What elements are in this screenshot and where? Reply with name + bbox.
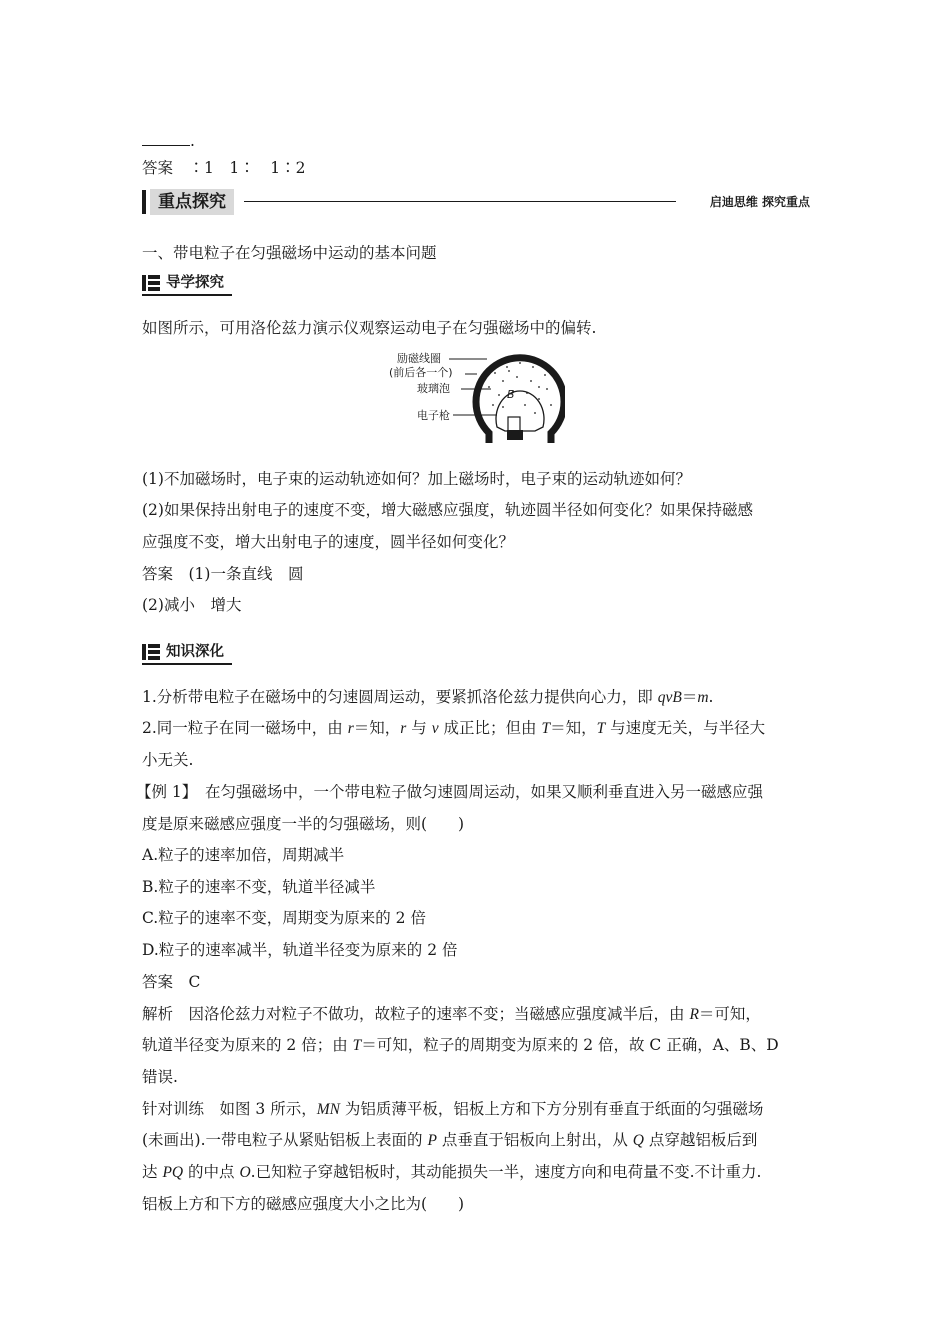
subhead-deep-label: 知识深化 [166,644,224,660]
list-icon [142,644,160,660]
zd1-b: 为铝质薄平板，铝板上方和下方分别有垂直于纸面的匀强磁场 [339,1100,764,1118]
jx1-b: ＝可知， [698,1005,761,1023]
subhead-deep [142,641,232,665]
jx2-a: 轨道半径变为原来的 2 倍；由 [142,1036,353,1054]
k2-e: ＝知， [550,719,597,737]
answer-blank-line [142,131,195,151]
section-mark [142,190,146,214]
k2-T1: T [541,720,551,737]
subhead-guide [142,272,232,296]
jx1-a: 解析 因洛伦兹力对粒子不做功，故粒子的速率不变；当磁感应强度减半后，由 [142,1005,690,1023]
knowledge-2 [142,718,765,739]
guide-text: 如图所示，可用洛伦兹力演示仪观察运动电子在匀强磁场中的偏转. [142,319,597,337]
option-a: A.粒子的速率加倍，周期减半 [142,846,345,864]
figure-label-coil: 励磁线圈 [397,352,441,365]
question-2-line-1: (2)如果保持出射电子的速度不变，增大磁感应强度，轨迹圆半径如何变化？如果保持磁感 [142,501,753,519]
zd2-Q: Q [632,1132,644,1149]
section-rule [244,201,676,202]
section-subtitle: 启迪思维 探究重点 [709,195,810,209]
figure-label-gun: 电子枪 [417,409,450,422]
training-line-3 [142,1162,761,1183]
k2-T2: T [596,720,606,737]
zd2-a: (未画出).一带电粒子从紧贴铝板上表面的 [142,1131,428,1149]
k2-r1: r [347,720,354,737]
zd3-O: O [239,1164,251,1181]
list-icon [142,275,160,291]
k1-end: . [708,688,714,706]
subhead-guide-label: 导学探究 [166,275,224,291]
question-1: (1)不加磁场时，电子束的运动轨迹如何？加上磁场时，电子束的运动轨迹如何？ [142,470,691,488]
k2-a: 2.同一粒子在同一磁场中，由 [142,719,348,737]
example-1-line-2: 度是原来磁感应强度一半的匀强磁场，则( ) [142,815,465,833]
figure-label-coil-note: (前后各一个) [389,366,453,379]
zd3-PQ: PQ [162,1164,184,1181]
training-line-2 [142,1130,757,1151]
answer-1: 答案 (1)一条直线 圆 [142,565,304,583]
question-2-line-2: 应强度不变，增大出射电子的速度，圆半径如何变化？ [142,533,515,551]
knowledge-2-cont: 小无关. [142,751,194,769]
k2-c: 与 [406,719,432,737]
training-line-1 [142,1099,763,1120]
jx2-b: ＝可知，粒子的周期变为原来的 2 倍，故 C 正确，A、B、D [361,1036,779,1054]
part-heading: 一、带电粒子在匀强磁场中运动的基本问题 [142,244,437,262]
blank [142,131,190,146]
period: . [190,132,195,150]
apparatus-drawing [385,347,565,449]
section-title: 重点探究 [150,189,234,215]
analysis-line-1 [142,1004,761,1025]
lorentz-apparatus-figure [385,347,565,449]
jx1-R: R [689,1006,699,1023]
training-line-4: 铝板上方和下方的磁感应强度大小之比为( ) [142,1195,465,1213]
answer-line-top: 答案 ∶1 1∶ 1∶2 [142,159,306,177]
k2-b: ＝知， [353,719,401,737]
zd2-b: 点垂直于铝板向上射出，从 [436,1131,633,1149]
jx2-T: T [352,1037,362,1054]
zd3-b: 的中点 [183,1163,240,1181]
k1-text: 1.分析带电粒子在磁场中的匀速圆周运动，要紧抓洛伦兹力提供向心力，即 [142,688,658,706]
k1-eq: ＝ [681,688,698,706]
zd3-c: .已知粒子穿越铝板时，其动能损失一半，速度方向和电荷量不变.不计重力. [250,1163,762,1181]
k2-r2: r [400,720,407,737]
magnetic-field-symbol: B [507,388,515,401]
k2-v: v [431,720,439,737]
zd1-MN: MN [316,1101,340,1118]
analysis-line-2 [142,1035,779,1056]
k2-d: 成正比；但由 [438,719,542,737]
k2-f: 与速度无关，与半径大 [605,719,766,737]
analysis-line-3: 错误. [142,1068,178,1086]
figure-label-bulb: 玻璃泡 [417,382,450,395]
k1-formula: qvB [657,689,682,706]
answer-2: (2)减小 增大 [142,596,242,614]
zd3-a: 达 [142,1163,163,1181]
example-1-line-1: 【例 1】 在匀强磁场中，一个带电粒子做匀速圆周运动，如果又顺利垂直进入另一磁感应强 [136,783,764,801]
section-header [142,189,810,215]
option-d: D.粒子的速率减半，轨道半径变为原来的 2 倍 [142,941,458,959]
zd2-c: 点穿越铝板后到 [643,1131,758,1149]
knowledge-1 [142,687,713,708]
zd1-a: 针对训练 如图 3 所示， [142,1100,317,1118]
zd2-P: P [427,1132,437,1149]
answer-3: 答案 C [142,973,201,991]
k1-m: m [697,689,709,706]
option-c: C.粒子的速率不变，周期变为原来的 2 倍 [142,909,426,927]
option-b: B.粒子的速率不变，轨道半径减半 [142,878,376,896]
